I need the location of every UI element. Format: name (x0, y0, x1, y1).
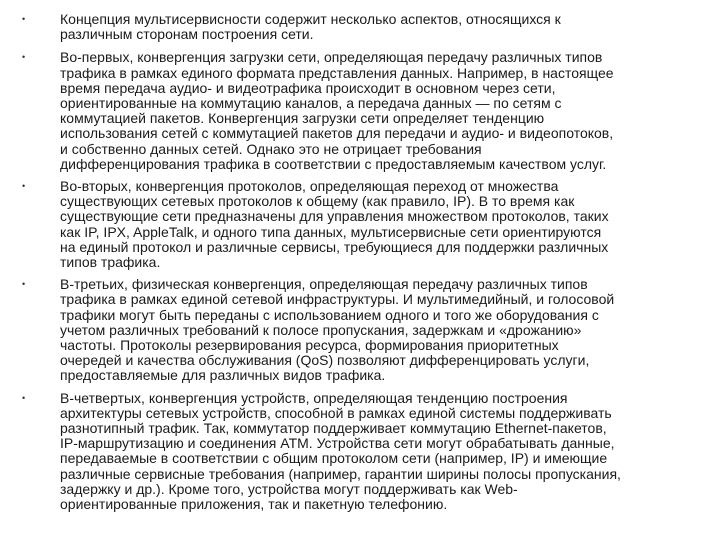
bullet-dot-icon: • (22, 14, 26, 24)
bullet-text-1: Концепция мультисервисности содержит несколько аспектов, относящихся к различным сторонам построения сети. (60, 11, 561, 43)
bullet-text-5: В-четвертых, конвергенция устройств, определяющая тенденцию построения архитектуры сетевых устройств, способной в рамках единой системы поддерживать разнотипный трафик. Так, коммутатор поддерживает коммутацию Ethernet-пакетов, IP-маршрутизацию и соединения ATM. Устройства сети могут обрабатывать данные, передаваемые в соответствии с общим протоколом сети (например, IP) и имеющие различные сервисные требования (например, гарантии ширины полосы пропускания, задержку и др.). Кроме того, устройства могут поддерживать как Web- ориентированные приложения, так и пакетную телефонию. (60, 389, 621, 513)
bullet-dot-icon: • (22, 52, 26, 63)
bullet-item-2 (22, 50, 700, 172)
bullet-item-4 (22, 277, 700, 383)
bullet-dot-icon: • (22, 392, 26, 403)
bullet-dot-icon: • (22, 279, 26, 290)
bullet-item-5 (22, 391, 700, 513)
bullet-text-2: Во-первых, конвергенция загрузки сети, определяющая передачу различных типов трафика в рамках единого формата представления данных. Например, в настоящее время передача аудио- и видеотрафика происходит в основном через сети, ориентированные на коммутацию каналов, а передача данных — по сетям с коммутацией пакетов. Конвергенция загрузки сети определяет тенденцию использования сетей с коммутацией пакетов для передачи и аудио- и видеопотоков, и собственно данных сетей. Однако это не отрицает требования дифференцирования трафика в соответствии с предоставляемым качеством услуг. (60, 49, 614, 172)
bullet-text-4: В-третьих, физическая конвергенция, определяющая передачу различных типов трафика в рамках единой сетевой инфраструктуры. И мультимедийный, и голосовой трафики могут быть переданы с использованием одного и того же оборудования с учетом различных требований к полосе пропускания, задержкам и «дрожанию» частоты. Протоколы резервирования ресурса, формирования приоритетных очередей и качества обслуживания (QoS) позволяют дифференцировать услуги, предоставляемые для различных видов трафика. (60, 276, 615, 384)
bullet-list (22, 12, 700, 512)
bullet-text-3: Во-вторых, конвергенция протоколов, определяющая переход от множества существующих сетевых протоколов к общему (как правило, IP). В то время как существующие сети предназначены для управления множеством протоколов, таких как IP, IPX, AppleTalk, и одного типа данных, мультисервисные сети ориентируются на единый протокол и различные сервисы, требующиеся для поддержки различных типов трафика. (60, 178, 609, 271)
bullet-item-1 (22, 12, 700, 42)
bullet-item-3 (22, 179, 700, 270)
bullet-dot-icon: • (22, 181, 26, 192)
